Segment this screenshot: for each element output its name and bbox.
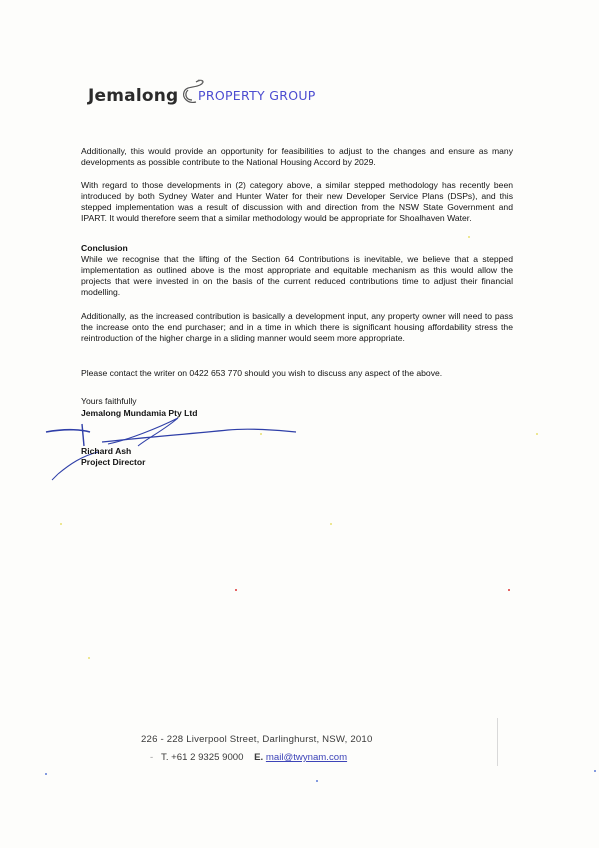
signer-title: Project Director: [81, 457, 146, 467]
footer-email-link[interactable]: mail@twynam.com: [265, 752, 348, 763]
paragraph-feasibilities: Additionally, this would provide an opportunity for feasibilities to adjust to the changes and ensure as many developments as possible contribute to the National Housing Accord by 2029.: [81, 146, 513, 167]
scan-speck: [330, 523, 332, 525]
scan-speck: [45, 773, 47, 775]
scan-speck: [536, 433, 538, 435]
paragraph-contact: Please contact the writer on 0422 653 770 should you wish to discuss any aspect of the above.: [81, 368, 443, 378]
paragraph-stepped-methodology: With regard to those developments in (2) category above, a similar stepped methodology has recently been introduced by both Sydney Water and Hunter Water for their new Developer Service Plans (DSPs), and this stepped implementation was a result of discussion with and direction from the NSW State Government and IPART. It would therefore seem that a similar methodology would be appropriate for Shoalhaven Water.: [81, 180, 513, 223]
scan-speck: [508, 589, 510, 591]
footer-bullet: -: [150, 752, 159, 763]
footer-divider: [497, 718, 498, 766]
scan-speck: [316, 780, 318, 782]
closing-line: Yours faithfully: [81, 396, 137, 406]
signer-name: Richard Ash: [81, 446, 132, 456]
scan-speck: [260, 433, 262, 435]
company-name: Jemalong Mundamia Pty Ltd: [81, 408, 198, 418]
footer-email-label: E.: [254, 752, 264, 763]
scan-speck: [235, 589, 237, 591]
footer-telephone: T. +61 2 9325 9000: [161, 752, 244, 763]
scan-speck: [60, 523, 62, 525]
scan-speck: [594, 770, 596, 772]
footer-address: 226 - 228 Liverpool Street, Darlinghurst, NSW, 2010: [141, 734, 373, 745]
scan-speck: [468, 236, 470, 238]
footer-contact: [150, 752, 347, 763]
scan-speck: [88, 657, 90, 659]
conclusion-heading: Conclusion: [81, 243, 128, 253]
logo-wordmark: Jemalong: [88, 86, 179, 106]
handwritten-signature: [38, 408, 298, 488]
logo-group-text: PROPERTY GROUP: [198, 88, 316, 103]
paragraph-development-input: Additionally, as the increased contribution is basically a development input, any property owner will need to pass the increase onto the end purchaser; and in a time in which there is significant housing affordability stress the reintroduction of the higher charge in a sliding manner would seem more appropriate.: [81, 311, 513, 343]
paragraph-conclusion: While we recognise that the lifting of the Section 64 Contributions is inevitable, we believe that a stepped implementation as outlined above is the most appropriate and equitable mechanism as this would allow the projects that were invested in on the basis of the current reduced contributions time to adjust their financial modelling.: [81, 254, 513, 297]
